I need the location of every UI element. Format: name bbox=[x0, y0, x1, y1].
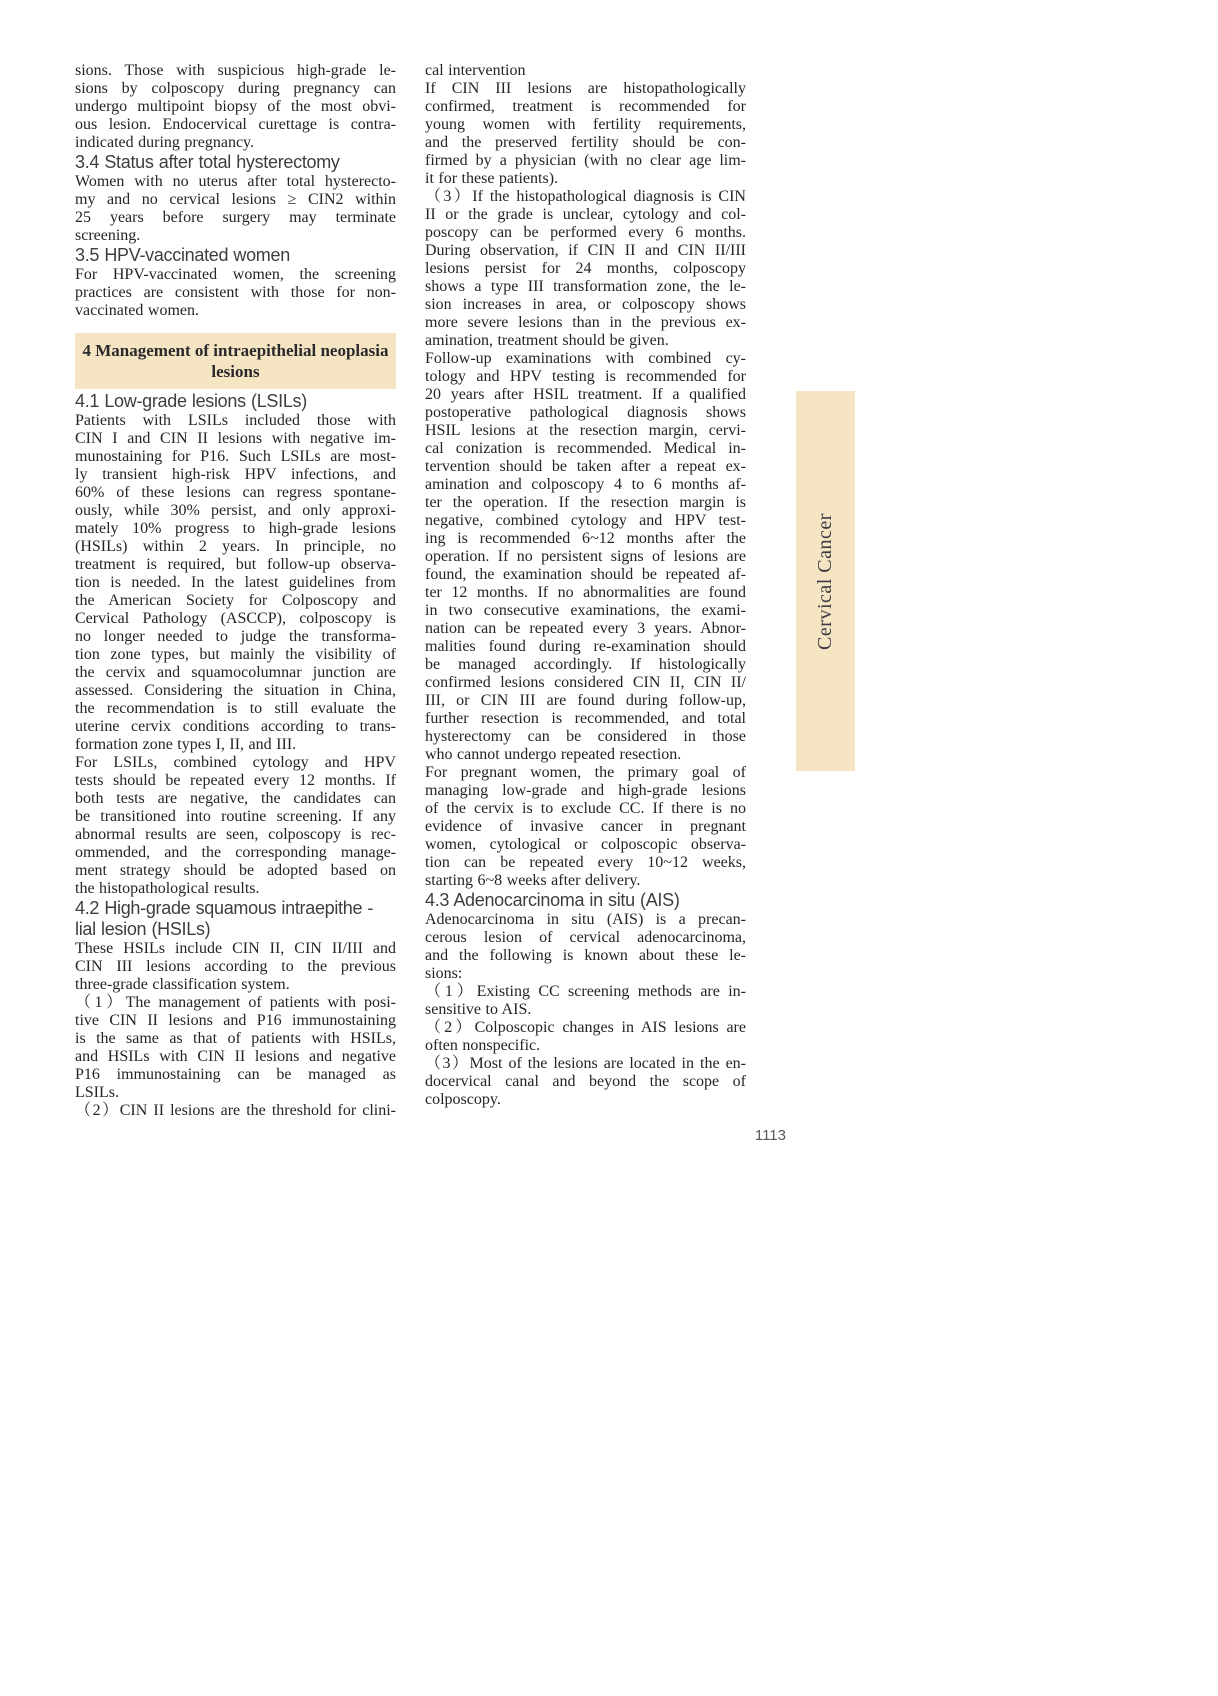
text-line: vaccinated women. bbox=[75, 302, 199, 319]
text-line: operation. If no persistent signs of lesions are bbox=[425, 548, 746, 565]
text-line: 4.2 High-grade squamous intraepithe - bbox=[75, 898, 374, 918]
text-line: sion increases in area, or colposcopy shows bbox=[425, 296, 746, 313]
text-line: 3.5 HPV-vaccinated women bbox=[75, 245, 290, 265]
text-line: II or the grade is unclear, cytology and col- bbox=[425, 206, 746, 223]
side-tab-label: Cervical Cancer bbox=[814, 512, 836, 650]
text-line: is the same as that of patients with HSILs, bbox=[75, 1030, 396, 1047]
text-line: lesions persist for 24 months, colposcopy bbox=[425, 260, 746, 277]
text-line: docervical canal and beyond the scope of bbox=[425, 1073, 746, 1090]
text-line: （2）Colposcopic changes in AIS lesions are bbox=[425, 1019, 746, 1036]
text-line: （3）If the histopathological diagnosis is CIN bbox=[425, 188, 746, 205]
text-line: uterine cervix conditions according to trans- bbox=[75, 718, 396, 735]
text-line: munostaining for P16. Such LSILs are most- bbox=[75, 448, 396, 465]
text-line: sions: bbox=[425, 965, 463, 982]
text-line: be transitioned into routine screening. If any bbox=[75, 808, 396, 825]
text-line: and the preserved fertility should be con- bbox=[425, 134, 746, 151]
text-line: the cervix and squamocolumnar junction are bbox=[75, 664, 396, 681]
text-line: practices are consistent with those for non- bbox=[75, 284, 396, 301]
text-line: mately 10% progress to high-grade lesions bbox=[75, 520, 396, 537]
left-column-segment-2 bbox=[75, 391, 396, 1120]
text-line: ter the operation. If the resection margin is bbox=[425, 494, 746, 511]
text-line: and the following is known about these le- bbox=[425, 947, 746, 964]
text-line: sions by colposcopy during pregnancy can bbox=[75, 80, 396, 97]
text-line: cal intervention bbox=[425, 62, 526, 79]
text-line: Women with no uterus after total hysterecto- bbox=[75, 173, 396, 190]
text-line: the histopathological results. bbox=[75, 880, 260, 897]
text-line: ommended, and the corresponding manage- bbox=[75, 844, 396, 861]
text-line: the recommendation is to still evaluate the bbox=[75, 700, 396, 717]
text-line: （3）Most of the lesions are located in the en- bbox=[425, 1055, 746, 1072]
text-line: lial lesion (HSILs) bbox=[75, 919, 211, 939]
text-line: more severe lesions than in the previous ex- bbox=[425, 314, 746, 331]
text-line: in two consecutive examinations, the exami- bbox=[425, 602, 746, 619]
text-line: These HSILs include CIN II, CIN II/III and bbox=[75, 940, 396, 957]
text-line: III, or CIN III are found during follow-up, bbox=[425, 692, 746, 709]
text-line: ment strategy should be adopted based on bbox=[75, 862, 396, 879]
text-line: (HSILs) within 2 years. In principle, no bbox=[75, 538, 396, 555]
text-line: shows a type III transformation zone, the le- bbox=[425, 278, 746, 295]
text-line: young women with fertility requirements, bbox=[425, 116, 746, 133]
text-line: tive CIN II lesions and P16 immunostaining bbox=[75, 1012, 396, 1029]
text-line: cerous lesion of cervical adenocarcinoma, bbox=[425, 929, 746, 946]
text-line: and HSILs with CIN II lesions and negative bbox=[75, 1048, 396, 1065]
text-line: negative, combined cytology and HPV test- bbox=[425, 512, 746, 529]
text-line: If CIN III lesions are histopathologically bbox=[425, 80, 746, 97]
text-line: amination, treatment should be given. bbox=[425, 332, 669, 349]
text-line: further resection is recommended, and total bbox=[425, 710, 746, 727]
text-line: no longer needed to judge the transforma- bbox=[75, 628, 396, 645]
text-line: colposcopy. bbox=[425, 1091, 501, 1108]
text-line: evidence of invasive cancer in pregnant bbox=[425, 818, 746, 835]
text-line: 3.4 Status after total hysterectomy bbox=[75, 152, 340, 172]
text-line: 20 years after HSIL treatment. If a qualified bbox=[425, 386, 746, 403]
text-line: ously, while 30% persist, and only approxi- bbox=[75, 502, 396, 519]
text-line: HSIL lesions at the resection margin, cervi- bbox=[425, 422, 746, 439]
text-line: tion can be repeated every 10~12 weeks, bbox=[425, 854, 746, 871]
text-line: Adenocarcinoma in situ (AIS) is a precan- bbox=[425, 911, 746, 928]
text-line: often nonspecific. bbox=[425, 1037, 541, 1054]
text-line: formation zone types I, II, and III. bbox=[75, 736, 297, 753]
text-line: nation can be repeated every 3 years. Abnor- bbox=[425, 620, 746, 637]
text-line: treatment is required, but follow-up observa- bbox=[75, 556, 396, 573]
text-line: During observation, if CIN II and CIN II/III bbox=[425, 242, 746, 259]
text-line: amination and colposcopy 4 to 6 months af- bbox=[425, 476, 746, 493]
text-line: cal conization is recommended. Medical in- bbox=[425, 440, 746, 457]
text-line: assessed. Considering the situation in China, bbox=[75, 682, 396, 699]
text-line: For HPV-vaccinated women, the screening bbox=[75, 266, 396, 283]
text-line: poscopy can be performed every 6 months. bbox=[425, 224, 746, 241]
text-line: sions. Those with suspicious high-grade le- bbox=[75, 62, 396, 79]
text-line: Cervical Pathology (ASCCP), colposcopy is bbox=[75, 610, 396, 627]
text-line: of the cervix is to exclude CC. If there is no bbox=[425, 800, 746, 817]
text-line: tion zone types, but mainly the visibility of bbox=[75, 646, 396, 663]
text-line: tology and HPV testing is recommended for bbox=[425, 368, 746, 385]
page-number: 1113 bbox=[754, 1127, 786, 1144]
text-line: be managed accordingly. If histologically bbox=[425, 656, 746, 673]
text-line: LSILs. bbox=[75, 1084, 119, 1101]
text-line: managing low-grade and high-grade lesions bbox=[425, 782, 746, 799]
text-line: the American Society for Colposcopy and bbox=[75, 592, 396, 609]
text-line: P16 immunostaining can be managed as bbox=[75, 1066, 396, 1083]
text-line: 25 years before surgery may terminate bbox=[75, 209, 396, 226]
text-line: women, cytological or colposcopic observa- bbox=[425, 836, 746, 853]
text-line: ter 12 months. If no abnormalities are found bbox=[425, 584, 746, 601]
text-line: starting 6~8 weeks after delivery. bbox=[425, 872, 641, 889]
chapter-heading-line-1: 4 Management of intraepithelial neoplasia bbox=[82, 341, 389, 360]
text-line: confirmed lesions considered CIN II, CIN II/ bbox=[425, 674, 746, 691]
text-line: my and no cervical lesions ≥ CIN2 within bbox=[75, 191, 396, 208]
text-line: it for these patients). bbox=[425, 170, 559, 187]
text-line: tests should be repeated every 12 months. If bbox=[75, 772, 396, 789]
text-line: tervention should be taken after a repeat ex- bbox=[425, 458, 746, 475]
text-line: ing is recommended 6~12 months after the bbox=[425, 530, 746, 547]
text-line: 4.1 Low-grade lesions (LSILs) bbox=[75, 391, 307, 411]
side-tab-cervical-cancer bbox=[796, 391, 855, 771]
text-line: （1）Existing CC screening methods are in- bbox=[425, 983, 746, 1000]
left-column bbox=[75, 62, 396, 1120]
text-line: CIN I and CIN II lesions with negative im- bbox=[75, 430, 396, 447]
text-line: Follow-up examinations with combined cy- bbox=[425, 350, 746, 367]
left-column-segment-1 bbox=[75, 62, 396, 320]
chapter-heading-line-2: lesions bbox=[211, 362, 260, 381]
text-line: who cannot undergo repeated resection. bbox=[425, 746, 682, 763]
text-line: ous lesion. Endocervical curettage is contra- bbox=[75, 116, 396, 133]
text-line: confirmed, treatment is recommended for bbox=[425, 98, 746, 115]
text-line: both tests are negative, the candidates can bbox=[75, 790, 396, 807]
text-line: screening. bbox=[75, 227, 141, 244]
text-line: firmed by a physician (with no clear age lim- bbox=[425, 152, 746, 169]
text-line: For pregnant women, the primary goal of bbox=[425, 764, 746, 781]
text-line: indicated during pregnancy. bbox=[75, 134, 255, 151]
text-line: three-grade classification system. bbox=[75, 976, 290, 993]
text-line: 4.3 Adenocarcinoma in situ (AIS) bbox=[425, 890, 680, 910]
text-line: found, the examination should be repeated af- bbox=[425, 566, 746, 583]
text-line: hysterectomy can be considered in those bbox=[425, 728, 746, 745]
text-line: abnormal results are seen, colposcopy is rec- bbox=[75, 826, 396, 843]
right-column bbox=[425, 62, 746, 1109]
text-line: For LSILs, combined cytology and HPV bbox=[75, 754, 396, 771]
text-line: undergo multipoint biopsy of the most obvi- bbox=[75, 98, 396, 115]
text-line: ly transient high-risk HPV infections, and bbox=[75, 466, 396, 483]
text-line: postoperative pathological diagnosis shows bbox=[425, 404, 746, 421]
chapter-heading-box bbox=[75, 333, 396, 389]
text-line: tion is needed. In the latest guidelines from bbox=[75, 574, 396, 591]
text-line: sensitive to AIS. bbox=[425, 1001, 532, 1018]
text-line: Patients with LSILs included those with bbox=[75, 412, 396, 429]
text-line: （2）CIN II lesions are the threshold for clini- bbox=[75, 1102, 396, 1119]
text-line: （1）The management of patients with posi- bbox=[75, 994, 396, 1011]
text-line: 60% of these lesions can regress spontane- bbox=[75, 484, 396, 501]
text-line: malities found during re-examination should bbox=[425, 638, 746, 655]
text-line: CIN III lesions according to the previous bbox=[75, 958, 396, 975]
